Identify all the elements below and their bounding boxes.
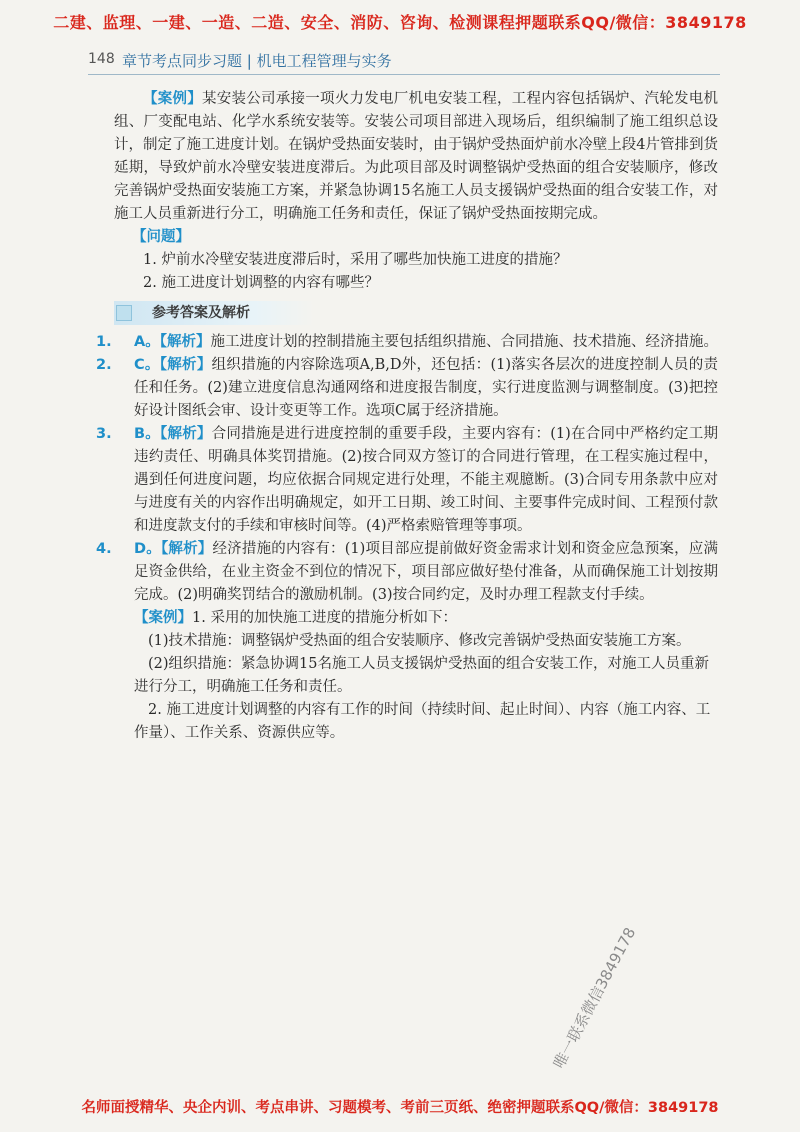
watermark-text: 唯一联系微信3849178 — [549, 924, 640, 1072]
answer-item: 4. D。【解析】经济措施的内容有：(1)项目部应提前做好资金需求计划和资金应急预案，应满足资金供给，在业主资金不到位的情况下，项目部应做好垫付准备，从而确保施工计划按期完成。(2)明确奖罚结合的激励机制。(3)按合同约定，及时办理工程款支付手续。 — [96, 541, 718, 603]
page-header — [88, 48, 720, 75]
case-text: 某安装公司承接一项火力发电厂机电安装工程，工程内容包括锅炉、汽轮发电机组、厂变配电站、化学水系统安装等。安装公司项目部进入现场后，组织编制了施工组织总设计，制定了施工进度计划。在锅炉受热面安装时，由于锅炉受热面炉前水冷壁上段4片管排到货延期，导致炉前水冷壁安装进度滞后。为此项目部及时调整锅炉受热面的组合安装顺序，修改完善锅炉受热面安装施工方案，并紧急协调15名施工人员支援锅炉受热面的组合安装工作，对施工人员重新进行分工，明确施工任务和责任，保证了锅炉受热面按期完成。 — [114, 91, 718, 222]
page-body — [96, 88, 718, 745]
answer-section-title: 参考答案及解析 — [152, 305, 250, 321]
answer-item: 3. B。【解析】合同措施是进行进度控制的重要手段，主要内容有：(1)在合同中严格约定工期违约责任、明确具体奖罚措施。(2)按合同双方签订的合同进行管理，在工程实施过程中，遇到任何进度问题，均应依据合同规定进行处理，不能主观臆断。(3)合同专用条款中应对与进度有关的内容作出明确规定，如开工日期、竣工时间、主要事件完成时间、工程预付款和进度款支付的手续和审核时间等。(4)严格索赔管理等事项。 — [96, 426, 718, 534]
running-title: 章节考点同步习题 | 机电工程管理与实务 — [122, 52, 392, 70]
case-answer-intro: 【案例】1. 采用的加快施工进度的措施分析如下： — [134, 610, 457, 626]
question-1: 1. 炉前水冷壁安装进度滞后时，采用了哪些加快施工进度的措施？ — [143, 252, 568, 268]
answer-item: 1. A。【解析】施工进度计划的控制措施主要包括组织措施、合同措施、技术措施、经济措施。 — [96, 334, 718, 350]
case-answer-technical: (1)技术措施：调整锅炉受热面的组合安装顺序、修改完善锅炉受热面安装施工方案。 — [148, 633, 691, 649]
answer-item: 2. C。【解析】组织措施的内容除选项A,B,D外，还包括：(1)落实各层次的进度控制人员的责任和任务。(2)建立进度信息沟通网络和进度报告制度，实行进度监测与调整制度。(3)把控好设计图纸会审、设计变更等工作。选项C属于经济措施。 — [96, 357, 718, 419]
bottom-promo-banner: 名师面授精华、央企内训、考点串讲、习题模考、考前三页纸、绝密押题联系QQ/微信：3849178 — [81, 1100, 719, 1116]
top-promo-banner: 二建、监理、一建、一造、二造、安全、消防、咨询、检测课程押题联系QQ/微信：3849178 — [53, 13, 747, 32]
page-number: 148 — [88, 51, 115, 67]
case-answer-organizational: (2)组织措施：紧急协调15名施工人员支援锅炉受热面的组合安装工作，对施工人员重新进行分工，明确施工任务和责任。 — [134, 656, 709, 695]
case-paragraph — [114, 88, 718, 226]
case-tag: 【案例】 — [143, 91, 202, 107]
case-answer-adjustment: 2. 施工进度计划调整的内容有工作的时间（持续时间、起止时间）、内容（施工内容、工作量）、工作关系、资源供应等。 — [134, 702, 711, 741]
question-heading: 【问题】 — [132, 229, 190, 245]
section-square-icon — [116, 305, 132, 321]
question-2: 2. 施工进度计划调整的内容有哪些？ — [143, 275, 379, 291]
answer-section-header — [114, 301, 314, 325]
